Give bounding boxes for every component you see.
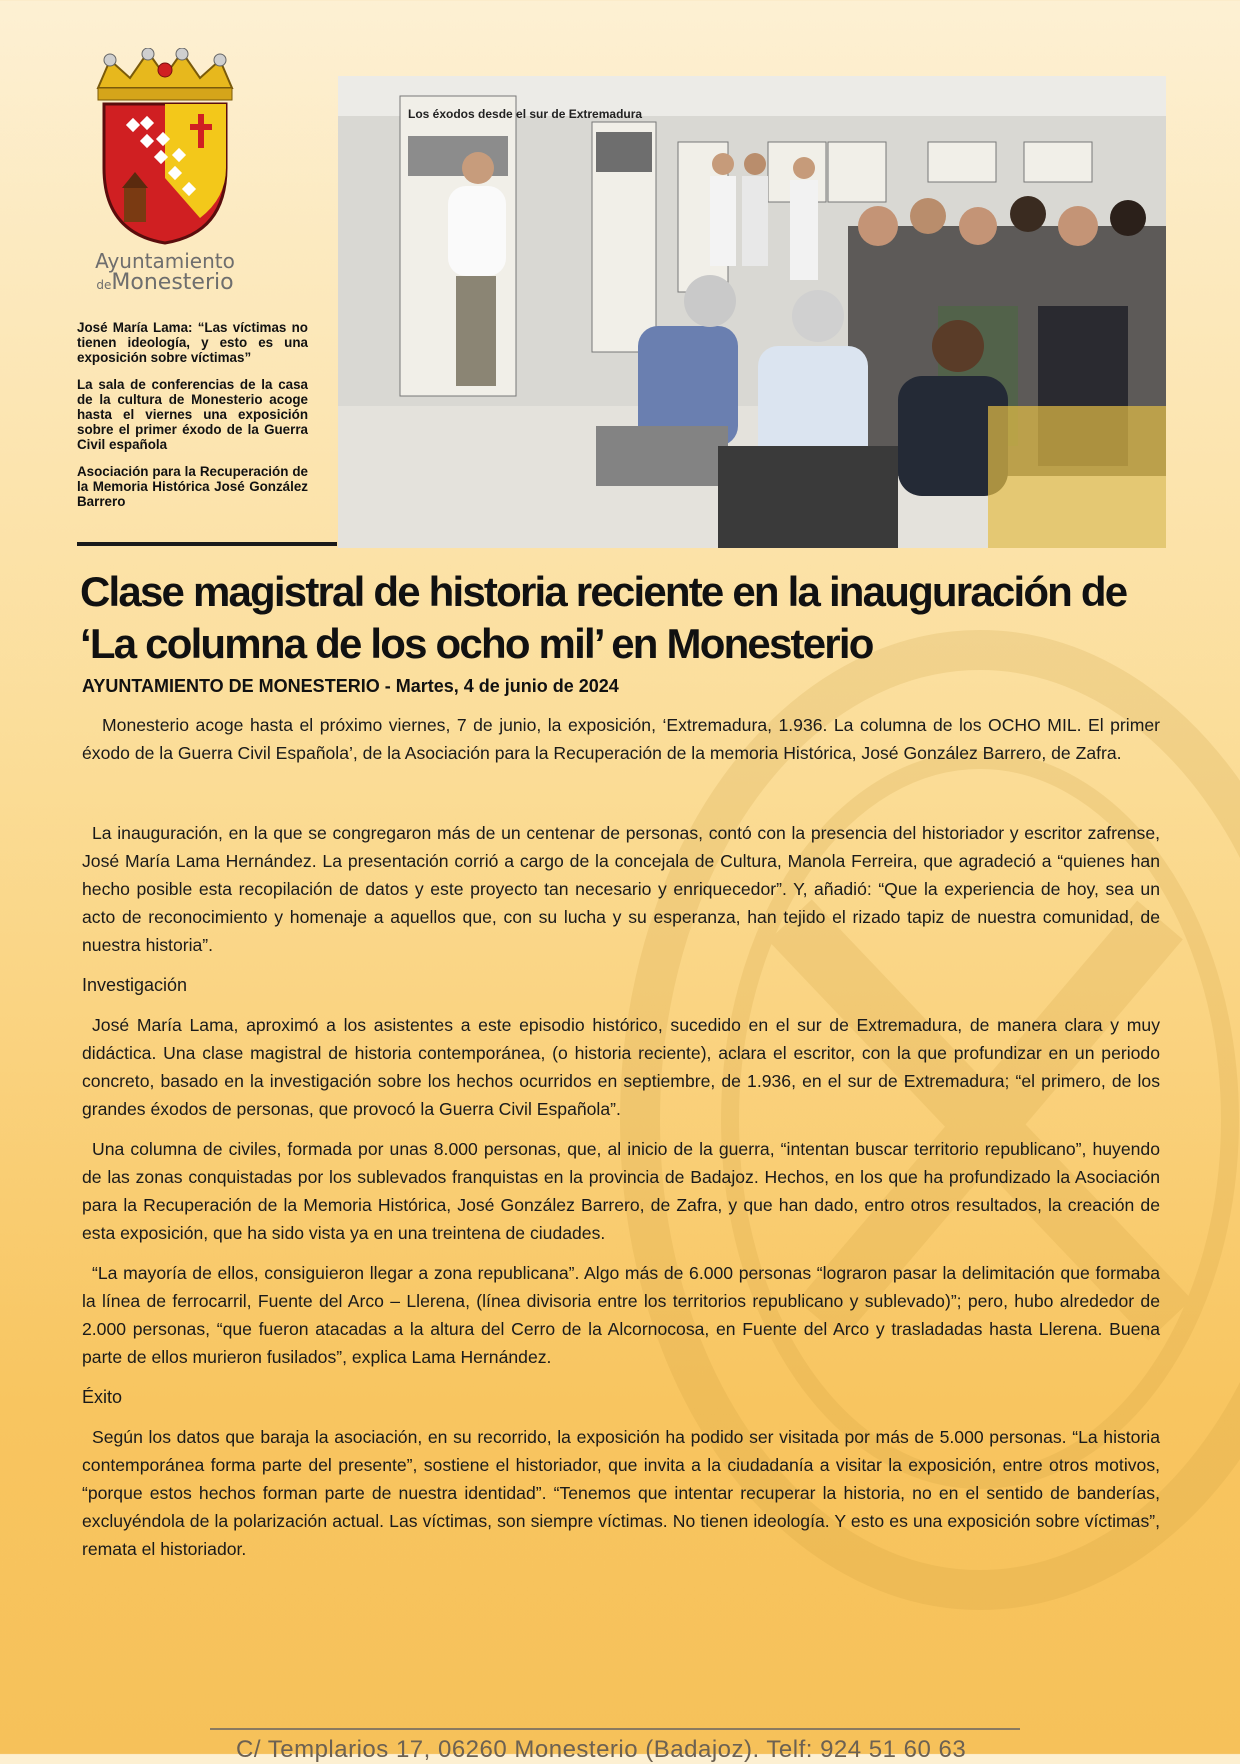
divider [77,542,337,546]
section-heading: Éxito [82,1387,123,1407]
byline-date: - Martes, 4 de junio de 2024 [379,676,619,696]
logo-caption [70,250,260,296]
paragraph: Según los datos que baraja la asociación, en su recorrido, la exposición ha podido ser visitada por más de 5.000 personas. “La historia contemporánea forma parte del presente”, sostiene el historiador, que invita a la ciudadanía a visitar la exposición, entre otros motivos, “porque estos hechos forman parte de nuestra identidad”. “Tenemos que intentar recuperar la historia, no en el sentido de banderías, excluyéndola de la polarización actual. Las víctimas, son siempre víctimas. No tienen ideología. Y esto es una exposición sobre víctimas”, remata el historiador. [82,1427,1160,1559]
article-summary [77,320,308,521]
footer-divider [210,1728,1020,1730]
byline [82,676,619,697]
section-heading: Investigación [82,975,188,995]
summary-item: José María Lama: “Las víctimas no tienen ideología, y esto es una exposición sobre víctimas” [77,320,308,365]
logo-line-1: Ayuntamiento [95,249,235,273]
summary-item: La sala de conferencias de la casa de la cultura de Monesterio acoge hasta el viernes una exposición sobre el primer éxodo de la Guerra Civil española [77,377,308,452]
paragraph: La inauguración, en la que se congregaron más de un centenar de personas, contó con la presencia del historiador y escritor zafrense, José María Lama Hernández. La presentación corrió a cargo de la concejala de Cultura, Manola Ferreira, que agradeció a “quienes han hecho posible esta recopilación de datos y este proyecto tan necesario y enriquecedor”. Y, añadió: “Que la experiencia de hoy, sea un acto de reconocimiento y homenaje a aquellos que, con su lucha y su esperanza, han tejido el rizado tapiz de nuestra comunidad, de nuestra historia”. [82,823,1160,955]
panel-title: Los éxodos desde el sur de Extremadura [408,107,643,121]
logo-line-2: deMonesterio [96,270,234,295]
lead-paragraph: Monesterio acoge hasta el próximo viernes, 7 de junio, la exposición, ‘Extremadura, 1.936. La columna de los OCHO MIL. El primer éxodo de la Guerra Civil Española’, de la Asociación para la Recuperación de la memoria Histórica, José González Barrero, de Zafra. [82,715,1160,763]
page-title: Clase magistral de historia reciente en la inauguración de ‘La columna de los ocho mil’ en Monesterio [80,568,1127,667]
byline-org: AYUNTAMIENTO DE MONESTERIO [82,676,380,696]
exhibition-scene-image [338,76,1166,548]
summary-item: Asociación para la Recuperación de la Memoria Histórica José González Barrero [77,464,308,509]
coat-of-arms-icon [80,48,250,248]
paragraph: “La mayoría de ellos, consiguieron llegar a zona republicana”. Algo más de 6.000 personas “lograron pasar la delimitación que formaba la línea de ferrocarril, Fuente del Arco – Llerena, (línea divisoria entre los territorios republicano y sublevado)”; pero, hubo alrededor de 2.000 personas, “que fueron atacadas a la altura del Cerro de la Alcornocosa, en Fuente del Arco y trasladadas hasta Llerena. Buena parte de ellos murieron fusilados”, explica Lama Hernández. [82,1263,1160,1367]
paragraph: Una columna de civiles, formada por unas 8.000 personas, que, al inicio de la guerra, “intentan buscar territorio republicano”, huyendo de las zonas conquistadas por los sublevados franquistas en la provincia de Badajoz. Hechos, en los que ha profundizado la Asociación para la Recuperación de la Memoria Histórica, José González Barrero, de Zafra, y que han dado, entro otros resultados, la creación de esta exposición, que ha sido vista ya en una treintena de ciudades. [82,1139,1160,1243]
article-body [82,711,1160,1575]
paragraph: José María Lama, aproximó a los asistentes a este episodio histórico, sucedido en el sur de Extremadura, de manera clara y muy didáctica. Una clase magistral de historia contemporánea, (o historia reciente), aclara el escritor, con la que profundizar en un periodo concreto, basado en la investigación sobre los hechos ocurridos en septiembre, de 1.936, en el sur de Extremadura; “el primero, de los grandes éxodos de personas, que provocó la Guerra Civil Española”. [82,1015,1160,1119]
exhibition-photo [338,76,1166,548]
footer-address: C/ Templarios 17, 06260 Monesterio (Badajoz). Telf: 924 51 60 63 [236,1736,967,1763]
